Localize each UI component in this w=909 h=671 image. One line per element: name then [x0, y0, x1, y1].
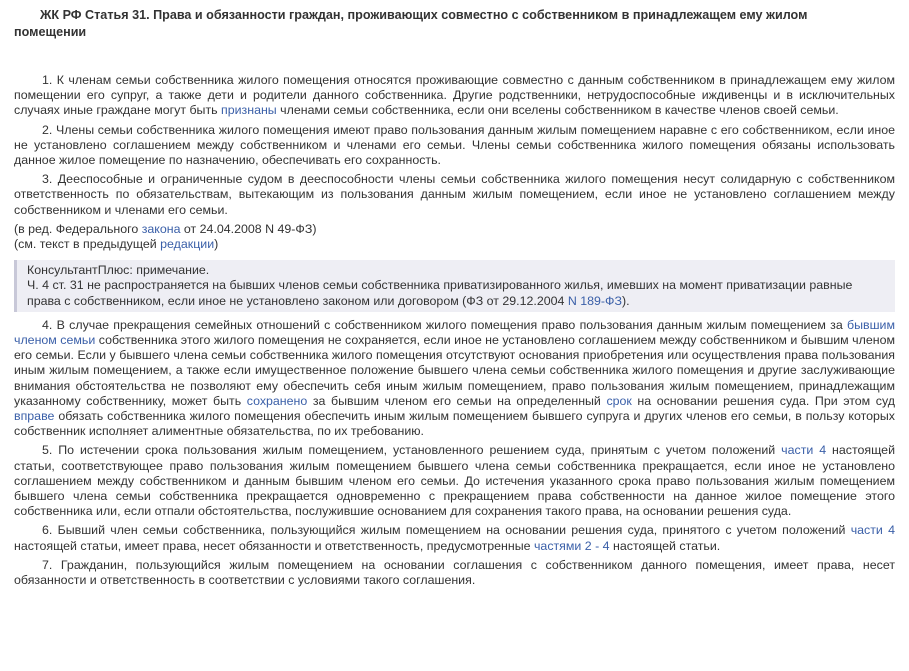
previous-edition-note: (см. текст в предыдущей редакции)	[14, 237, 219, 252]
article-title	[14, 7, 895, 41]
link-sohraneno[interactable]: сохранено	[246, 393, 308, 408]
paragraph-4: 4. В случае прекращения семейных отношений с собственником жилого помещения право пользования данным жилым помещением за бывшим членом семьи собственника этого жилого помещения не сохраняется, если иное не установлено соглашением между собственником и бывшим членом его семьи. Если у бывшего члена семьи собственника жилого помещения отсутствуют основания приобретения или осуществления права пользования иным жилым помещением, а также если имущественное положение бывшего члена семьи собственника жилого помещения и другие заслуживающие внимания обстоятельства не позволяют ему обеспечить себя иным жилым помещением, право пользования жилым помещением, принадлежащим указанному собственнику, может быть сохранено за бывшим членом его семьи на определенный срок на основании решения суда. При этом суд вправе обязать собственника жилого помещения обеспечить иным жилым помещением бывшего супруга и других членов его семьи, в пользу которых собственник исполняет алиментные обязательства, по их требованию.	[14, 317, 895, 439]
note-text: Ч. 4 ст. 31 не распространяется на бывших членов семьи собственника приватизированного жилья, имевших на момент приватизации равные права с собственником, если иное не установлено законом или договором (ФЗ от 29.12.2004 N 189-ФЗ).	[27, 278, 853, 308]
link-priznany[interactable]: признаны	[221, 103, 277, 118]
link-189-fz[interactable]: N 189-ФЗ	[567, 293, 622, 308]
link-byvshim-chlenom-semi[interactable]: бывшим членом семьи	[14, 317, 895, 348]
link-zakon[interactable]: закона	[141, 221, 181, 236]
link-chasti-4[interactable]: части 4	[781, 443, 827, 458]
paragraph-6: 6. Бывший член семьи собственника, пользующийся жилым помещением на основании решения суда, принятого с учетом положений части 4 настоящей статьи, имеет права, несет обязанности и ответственность, предусмотренные частями 2 - 4 настоящей статьи.	[14, 523, 895, 553]
edition-note: (в ред. Федерального закона от 24.04.2008 N 49-ФЗ)	[14, 221, 317, 236]
title-line-2: помещении	[14, 25, 87, 39]
title-line-1: ЖК РФ Статья 31. Права и обязанности граждан, проживающих совместно с собственником в принадлежащем ему жилом	[40, 8, 808, 22]
paragraph-1: 1. К членам семьи собственника жилого помещения относятся проживающие совместно с данным собственником в принадлежащем ему жилом помещении его супруг, а также дети и родители данного собственника. Другие родственники, нетрудоспособные иждивенцы и в исключительных случаях иные граждане могут быть признаны членами семьи собственника, если они вселены собственником в качестве членов своей семьи.	[14, 73, 895, 118]
link-chasti-4-p6[interactable]: части 4	[850, 523, 895, 538]
note-header: КонсультантПлюс: примечание.	[27, 263, 210, 278]
paragraph-2: 2. Члены семьи собственника жилого помещения имеют право пользования данным жилым помещением наравне с его собственником, если иное не установлено соглашением между собственником и членами его семьи. Члены семьи собственника жилого помещения обязаны использовать данное жилое помещение по назначению, обеспечивать его сохранность.	[14, 122, 895, 168]
link-redakcii[interactable]: редакции	[160, 237, 215, 252]
paragraph-3: 3. Дееспособные и ограниченные судом в дееспособности члены семьи собственника жилого помещения несут солидарную с собственником ответственность по обязательствам, вытекающим из пользования данным жилым помещением, если иное не установлено соглашением между собственником и членами его семьи.	[14, 172, 895, 217]
link-chastyami-2-4[interactable]: частями 2 - 4	[533, 538, 610, 553]
link-srok[interactable]: срок	[606, 393, 632, 408]
consultant-note	[14, 260, 895, 312]
link-vprave[interactable]: вправе	[14, 409, 55, 424]
paragraph-7: 7. Гражданин, пользующийся жилым помещением на основании соглашения с собственником данного помещения, имеет права, несет обязанности и ответственность в соответствии с условиями такого соглашения.	[14, 557, 895, 588]
paragraph-5: 5. По истечении срока пользования жилым помещением, установленного решением суда, принятым с учетом положений части 4 настоящей статьи, соответствующее право пользования жилым помещением бывшего члена семьи собственника прекращается, если иное не установлено соглашением между собственником и данным бывшим членом его семьи. До истечения указанного срока право пользования жилым помещением бывшего члена семьи собственника прекращается одновременно с прекращением права собственности на данное жилое помещение этого собственника или, если отпали обстоятельства, послужившие основанием для сохранения такого права, на основании решения суда.	[14, 443, 895, 519]
